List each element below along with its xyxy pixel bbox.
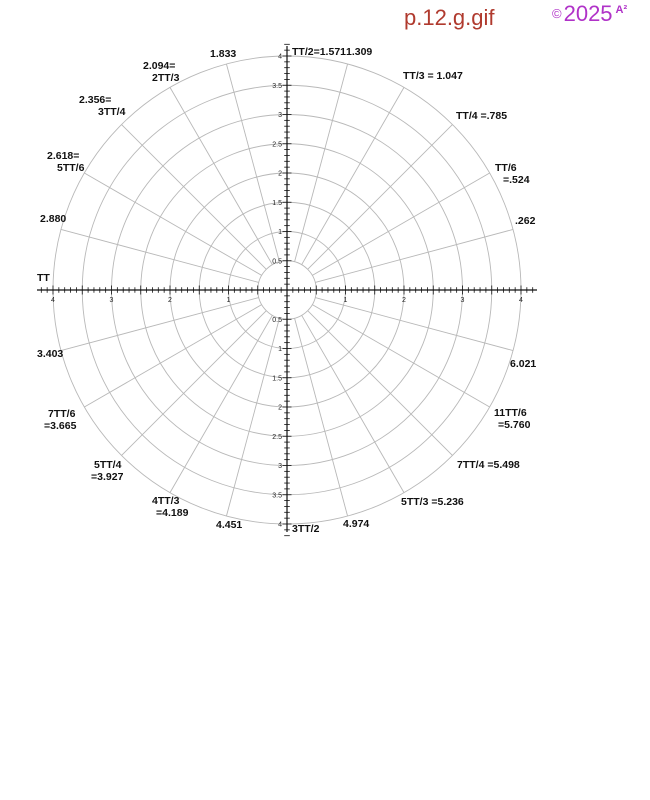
angle-label-line: ТТ/3 = 1.047 [403,70,463,82]
x-axis-tick-label: 3 [109,297,114,304]
angle-label-line: 4.974 [343,518,370,530]
angle-label-seven-pi-sixth [44,408,77,432]
angle-label-a3-403 [37,348,63,360]
angle-label-line: 1.833 [210,48,237,60]
angle-label-line: 5ТТ/3 =5.236 [401,496,464,508]
filename-label: p.12.g.gif [404,5,495,30]
grid-spoke [122,311,267,456]
angle-label-three-pi-half [292,523,320,535]
angle-label-line: =5.760 [498,419,531,431]
angle-label-line: 11ТТ/6 [494,407,527,419]
angle-label-line: 2ТТ/3 [152,72,180,84]
grid-spoke [122,125,267,270]
y-axis-tick-label: 3 [278,463,282,470]
angle-label-line: 3ТТ/4 [98,106,126,118]
grid-spoke [170,87,272,264]
copyright-year: 2025 [563,1,613,26]
angle-label-line: 6.021 [510,358,537,370]
y-axis-tick-label: 4 [278,53,282,61]
x-axis-tick-label: 3 [460,297,465,304]
angle-label-three-pi-quarter [79,94,126,118]
x-axis-tick-label: 4 [519,297,523,304]
angle-label-pi-third [403,70,463,82]
grid-spoke [84,173,261,275]
angle-label-a1-833 [210,48,236,60]
grid-spoke [84,305,261,407]
y-axis-tick-label: 0.5 [272,258,282,266]
angle-label-a6-021 [510,358,536,370]
y-axis-tick-label: 3.5 [272,492,282,500]
angle-label-four-pi-third [152,495,189,519]
angle-label-a0-262 [515,215,536,227]
angle-label-line: 4ТТ/3 [152,495,180,507]
angle-label-pi-sixth [495,162,530,186]
angle-label-line: ТТ [37,272,50,284]
angle-label-pi-quarter [456,110,507,122]
grid-spoke [295,318,348,516]
angle-label-line: ТТ/4 =.785 [456,110,508,122]
y-axis-tick-label: 2 [278,170,282,178]
copyright-icon: © [552,6,562,21]
grid-spoke [302,87,404,264]
x-axis-tick-label: 2 [168,297,172,304]
angle-label-line: =3.927 [91,471,124,483]
angle-label-pi [37,272,50,284]
angle-label-line: =4.189 [156,507,189,519]
angle-label-five-pi-quarter [91,459,124,483]
y-axis-tick-label: 1.5 [272,199,282,207]
y-axis-tick-label: 3 [278,112,282,119]
angle-label-line: 3.403 [37,348,64,360]
angle-label-line: 1.309 [346,46,373,58]
y-axis-tick-label: 1 [278,229,282,236]
angle-label-line: 2.618= [47,150,80,162]
grid-spoke [315,229,513,282]
grid-spoke [226,318,279,516]
author-mark: A² [615,4,628,16]
x-axis-tick-label: 1 [226,297,231,304]
angle-label-two-pi-third [143,60,180,84]
grid-spoke [308,311,453,456]
angle-label-seven-pi-quarter [457,459,520,471]
x-axis-tick-label: 4 [51,297,55,304]
angle-label-a2-880 [40,213,66,225]
angle-label-line: 2.094= [143,60,176,72]
grid-spoke [312,305,489,407]
y-axis-tick-label: 4 [278,521,282,529]
angle-label-line: =.524 [503,174,530,186]
angle-label-line: 2.356= [79,94,112,106]
angle-label-line: 7ТТ/4 =5.498 [457,459,520,471]
angle-label-a4-974 [343,518,369,530]
x-axis-tick-label: 2 [402,297,406,304]
angle-label-line: 4.451 [216,519,243,531]
angle-label-line: =3.665 [44,420,77,432]
y-axis-tick-label: 2 [278,404,282,412]
y-axis-tick-label: 3.5 [272,82,282,90]
angle-label-line: 5ТТ/4 [94,459,122,471]
grid-spoke [308,125,453,270]
angle-label-line: ТТ/6 [495,162,517,174]
angle-label-line: ТТ/2=1.571 [292,46,346,58]
angle-label-line: .262 [515,215,536,227]
angle-label-five-pi-third [401,496,464,508]
grid-spoke [302,315,404,492]
angle-label-line: 5ТТ/6 [57,162,85,174]
angle-label-line: 2.880 [40,213,67,225]
grid-spoke [170,315,272,492]
y-axis-tick-label: 1 [278,346,282,353]
angle-label-five-pi-sixth [47,150,85,174]
grid-spoke [312,173,489,275]
angle-label-a1-309 [346,46,372,58]
y-axis-tick-label: 1.5 [272,375,282,383]
angle-label-eleven-pi-sixth [494,407,531,431]
grid-spoke [295,64,348,262]
y-axis-tick-label: 2.5 [272,433,282,441]
angle-label-line: 7ТТ/6 [48,408,76,420]
grid-spoke [315,298,513,351]
x-axis-tick-label: 1 [343,297,348,304]
grid-spoke [61,298,259,351]
angle-label-a4-451 [216,519,242,531]
y-axis-tick-label: 0.5 [272,316,282,324]
angle-label-line: 3ТТ/2 [292,523,320,535]
angle-label-pi-half [292,46,346,58]
grid-spoke [226,64,279,262]
grid-spoke [61,229,259,282]
y-axis-tick-label: 2.5 [272,141,282,149]
